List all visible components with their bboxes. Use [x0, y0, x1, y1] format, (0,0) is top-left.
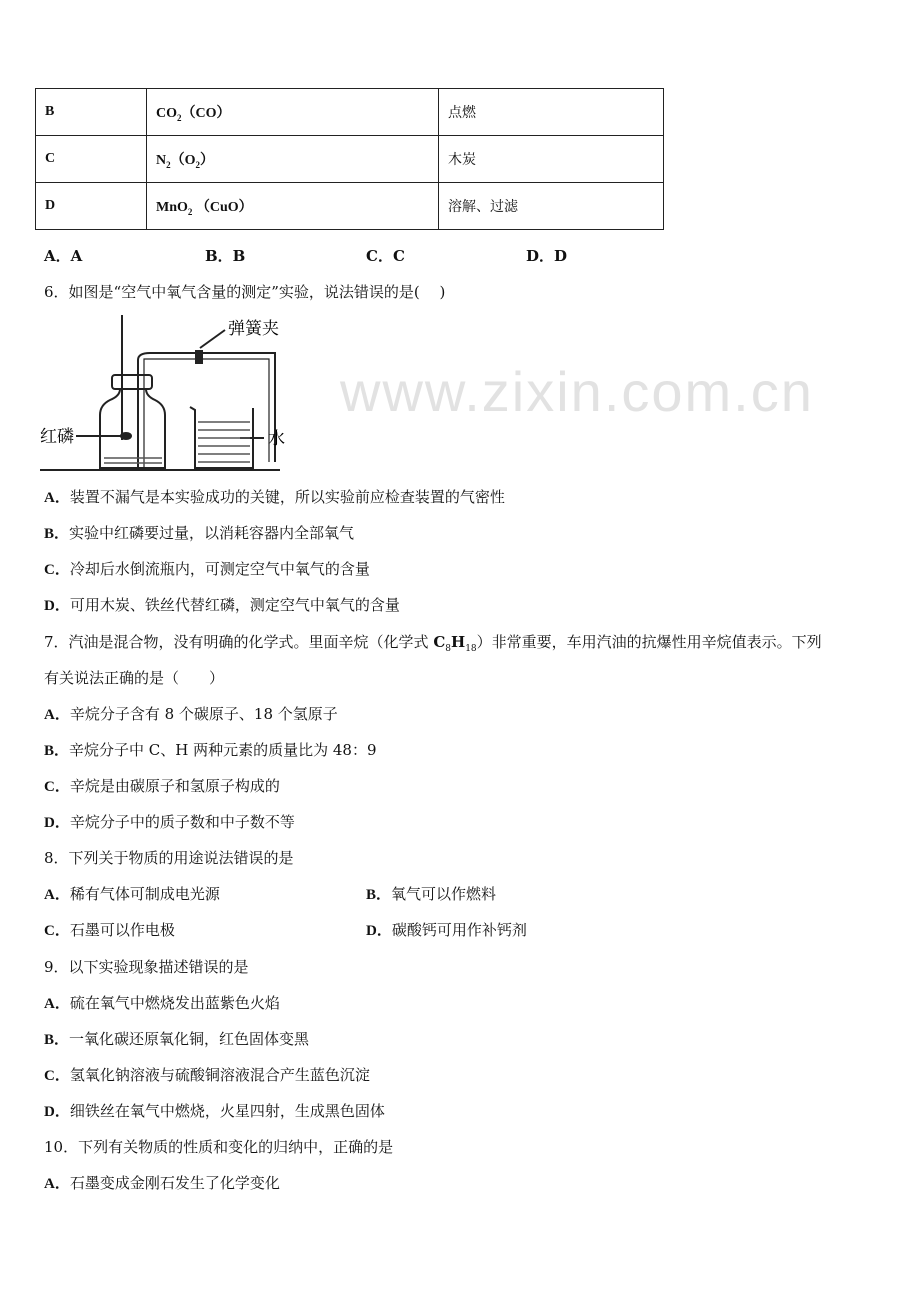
- option-text: 实验中红磷要过量，以消耗容器内全部氧气: [69, 524, 355, 542]
- q7-option-d[interactable]: [44, 811, 295, 832]
- q9-option-d[interactable]: [44, 1100, 385, 1121]
- option-text: 装置不漏气是本实验成功的关键，所以实验前应检查装置的气密性: [69, 488, 505, 506]
- option-text: 辛烷分子含有 8 个碳原子、18 个氢原子: [69, 705, 338, 723]
- formula: H: [451, 633, 466, 651]
- row-formula: [147, 136, 439, 183]
- q8-option-c[interactable]: [44, 919, 175, 940]
- q9-option-b[interactable]: [44, 1028, 309, 1049]
- option-text: 辛烷分子中 C、H 两种元素的质量比为 48：9: [69, 741, 377, 759]
- option-letter: D．: [44, 815, 70, 831]
- q5-option-c[interactable]: C．C: [366, 247, 405, 265]
- clamp-label: 弹簧夹: [228, 319, 279, 339]
- formula: ）: [200, 152, 215, 168]
- q6-option-b[interactable]: [44, 522, 354, 543]
- option-letter: C．: [44, 562, 70, 578]
- subscript: 8: [445, 644, 452, 654]
- subscript: 2: [177, 112, 182, 123]
- q5-option-a[interactable]: A．A: [44, 247, 83, 265]
- formula: N: [156, 152, 167, 168]
- option-text: 石墨可以作电极: [69, 921, 175, 939]
- water-label: 水: [268, 429, 285, 449]
- q6-option-c[interactable]: [44, 558, 370, 579]
- subscript: 2: [166, 159, 171, 170]
- option-letter: D．: [44, 598, 70, 614]
- row-formula: [147, 89, 439, 136]
- q9-option-c[interactable]: [44, 1064, 370, 1085]
- row-formula: [147, 183, 439, 230]
- table-row: [36, 89, 664, 136]
- q8-option-d[interactable]: [366, 919, 527, 940]
- option-text: 可用木炭、铁丝代替红磷，测定空气中氧气的含量: [69, 596, 400, 614]
- q7-option-c[interactable]: [44, 775, 280, 796]
- option-text: 一氧化碳还原氧化铜，红色固体变黑: [69, 1030, 310, 1048]
- option-text: 辛烷分子中的质子数和中子数不等: [69, 813, 295, 831]
- row-method: 木炭: [439, 136, 664, 183]
- option-letter: A．: [44, 887, 70, 903]
- formula: CO: [156, 105, 177, 121]
- q5-option-d[interactable]: D．D: [526, 247, 568, 265]
- option-letter: B．: [366, 887, 392, 903]
- option-letter: A．: [44, 1176, 70, 1192]
- stem-text: ）非常重要，车用汽油的抗爆性用辛烷值表示。下列: [476, 633, 822, 651]
- option-text: 稀有气体可制成电光源: [69, 885, 220, 903]
- option-letter: C．: [44, 779, 70, 795]
- phosphorus-label: 红磷: [40, 427, 74, 447]
- q6-option-d[interactable]: [44, 594, 400, 615]
- formula: （CuO）: [192, 199, 253, 215]
- option-text: 细铁丝在氧气中燃烧，火星四射，生成黑色固体: [69, 1102, 385, 1120]
- formula: （CO）: [181, 105, 231, 121]
- q10-stem: 10．下列有关物质的性质和变化的归纳中，正确的是: [44, 1138, 394, 1156]
- q8-option-a[interactable]: [44, 883, 220, 904]
- red-phosphorus-mark: [120, 432, 132, 440]
- option-letter: B．: [44, 526, 70, 542]
- option-text: 氧气可以作燃料: [391, 885, 497, 903]
- row-key: B: [36, 89, 147, 136]
- q7-stem-cont: 有关说法正确的是（ ）: [44, 669, 225, 687]
- option-letter: B．: [44, 743, 70, 759]
- q8-option-b[interactable]: [366, 883, 496, 904]
- spring-clamp: [195, 350, 203, 364]
- row-method: 溶解、过滤: [439, 183, 664, 230]
- q6-option-a[interactable]: [44, 486, 505, 507]
- q7-stem: [44, 631, 822, 654]
- option-letter: A．: [44, 490, 70, 506]
- q10-option-a[interactable]: [44, 1172, 280, 1193]
- subscript: 18: [465, 644, 477, 654]
- table-row: [36, 136, 664, 183]
- table-row: [36, 183, 664, 230]
- watermark: www.zixin.com.cn: [340, 360, 814, 423]
- subscript: 2: [187, 206, 193, 217]
- option-letter: C．: [44, 1068, 70, 1084]
- option-text: 碳酸钙可用作补钙剂: [391, 921, 527, 939]
- experiment-figure: [40, 310, 290, 472]
- q9-stem: 9．以下实验现象描述错误的是: [44, 958, 249, 976]
- subscript: 2: [195, 159, 201, 170]
- option-text: 石墨变成金刚石发生了化学变化: [69, 1174, 280, 1192]
- option-text: 硫在氧气中燃烧发出蓝紫色火焰: [69, 994, 280, 1012]
- q7-option-a[interactable]: [44, 703, 338, 724]
- formula: （O: [170, 152, 196, 168]
- q7-option-b[interactable]: [44, 739, 377, 760]
- option-letter: B．: [44, 1032, 70, 1048]
- row-key: C: [36, 136, 147, 183]
- option-letter: A．: [44, 707, 70, 723]
- option-text: 冷却后水倒流瓶内，可测定空气中氧气的含量: [69, 560, 370, 578]
- formula: C: [433, 633, 446, 651]
- q8-stem: 8．下列关于物质的用途说法错误的是: [44, 849, 294, 867]
- options-table: [35, 88, 664, 230]
- q9-option-a[interactable]: [44, 992, 280, 1013]
- option-letter: D．: [44, 1104, 70, 1120]
- q6-stem: 6．如图是“空气中氧气含量的测定”实验，说法错误的是( ): [44, 283, 446, 301]
- q5-option-b[interactable]: B．B: [205, 247, 246, 265]
- option-letter: D．: [366, 923, 392, 939]
- option-letter: A．: [44, 996, 70, 1012]
- row-method: 点燃: [439, 89, 664, 136]
- option-text: 辛烷是由碳原子和氢原子构成的: [69, 777, 280, 795]
- option-text: 氢氧化钠溶液与硫酸铜溶液混合产生蓝色沉淀: [69, 1066, 370, 1084]
- option-letter: C．: [44, 923, 70, 939]
- row-key: D: [36, 183, 147, 230]
- formula: MnO: [156, 199, 188, 215]
- stem-text: 7．汽油是混合物，没有明确的化学式。里面辛烷（化学式: [44, 633, 434, 651]
